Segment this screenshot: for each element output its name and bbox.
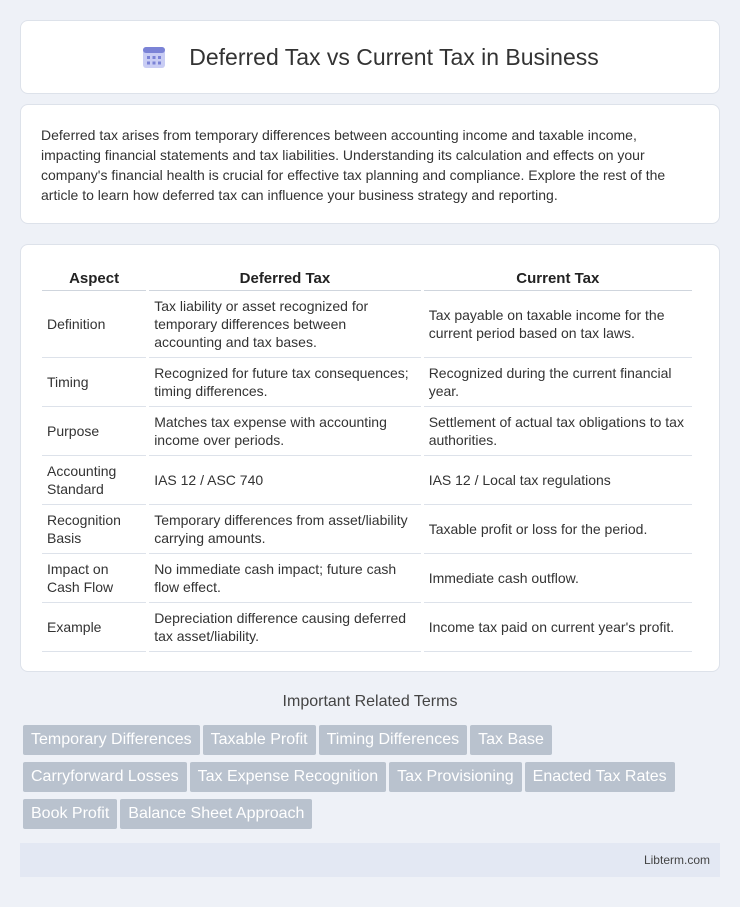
- related-terms-list: [23, 725, 723, 836]
- cell-current: Tax payable on taxable income for the current period based on tax laws.: [424, 291, 692, 358]
- table-row: [42, 603, 692, 652]
- header-aspect: Aspect: [42, 265, 146, 291]
- tag-carryforward-losses[interactable]: Carryforward Losses: [23, 762, 187, 792]
- cell-current: Settlement of actual tax obligations to tax authorities.: [424, 407, 692, 456]
- table-row: [42, 456, 692, 505]
- tag-tax-base[interactable]: Tax Base: [470, 725, 552, 755]
- header-current-tax: Current Tax: [424, 265, 692, 291]
- table-row: [42, 358, 692, 407]
- cell-aspect: Impact on Cash Flow: [42, 554, 146, 603]
- tag-tax-expense-recognition[interactable]: Tax Expense Recognition: [190, 762, 387, 792]
- cell-deferred: No immediate cash impact; future cash flow effect.: [149, 554, 421, 603]
- cell-deferred: Tax liability or asset recognized for temporary differences between accounting and tax bases.: [149, 291, 421, 358]
- tag-tax-provisioning[interactable]: Tax Provisioning: [389, 762, 522, 792]
- cell-aspect: Timing: [42, 358, 146, 407]
- page-title: Deferred Tax vs Current Tax in Business: [189, 43, 599, 70]
- intro-text: Deferred tax arises from temporary differences between accounting income and taxable income, impacting financial statements and tax liabilities. Understanding its calculation and effects on your company's financial health is crucial for effective tax planning and compliance. Explore the rest of the article to learn how deferred tax can influence your business strategy and reporting.: [41, 127, 666, 203]
- table-row: [42, 554, 692, 603]
- cell-deferred: Recognized for future tax consequences; timing differences.: [149, 358, 421, 407]
- cell-deferred: Matches tax expense with accounting income over periods.: [149, 407, 421, 456]
- cell-aspect: Purpose: [42, 407, 146, 456]
- tag-book-profit[interactable]: Book Profit: [23, 799, 117, 829]
- cell-deferred: Depreciation difference causing deferred tax asset/liability.: [149, 603, 421, 652]
- table-row: [42, 505, 692, 554]
- tag-taxable-profit[interactable]: Taxable Profit: [203, 725, 316, 755]
- tag-temporary-differences[interactable]: Temporary Differences: [23, 725, 200, 755]
- cell-current: Immediate cash outflow.: [424, 554, 692, 603]
- cell-current: Taxable profit or loss for the period.: [424, 505, 692, 554]
- cell-deferred: IAS 12 / ASC 740: [149, 456, 421, 505]
- related-terms-title: Important Related Terms: [282, 693, 458, 710]
- cell-aspect: Recognition Basis: [42, 505, 146, 554]
- cell-current: Recognized during the current financial year.: [424, 358, 692, 407]
- comparison-table: [39, 265, 695, 652]
- table-header-row: [42, 265, 692, 291]
- tag-timing-differences[interactable]: Timing Differences: [319, 725, 468, 755]
- tag-balance-sheet-approach[interactable]: Balance Sheet Approach: [120, 799, 312, 829]
- intro-card: [20, 104, 720, 224]
- cell-aspect: Example: [42, 603, 146, 652]
- table-row: [42, 291, 692, 358]
- title-card: [20, 20, 720, 94]
- footer: [20, 843, 720, 877]
- tag-enacted-tax-rates[interactable]: Enacted Tax Rates: [525, 762, 675, 792]
- cell-aspect: Accounting Standard: [42, 456, 146, 505]
- calendar-icon: [141, 44, 167, 70]
- cell-current: IAS 12 / Local tax regulations: [424, 456, 692, 505]
- cell-current: Income tax paid on current year's profit.: [424, 603, 692, 652]
- cell-aspect: Definition: [42, 291, 146, 358]
- table-row: [42, 407, 692, 456]
- footer-brand[interactable]: Libterm.com: [643, 853, 710, 867]
- header-deferred-tax: Deferred Tax: [149, 265, 421, 291]
- comparison-table-card: [20, 244, 720, 672]
- cell-deferred: Temporary differences from asset/liability carrying amounts.: [149, 505, 421, 554]
